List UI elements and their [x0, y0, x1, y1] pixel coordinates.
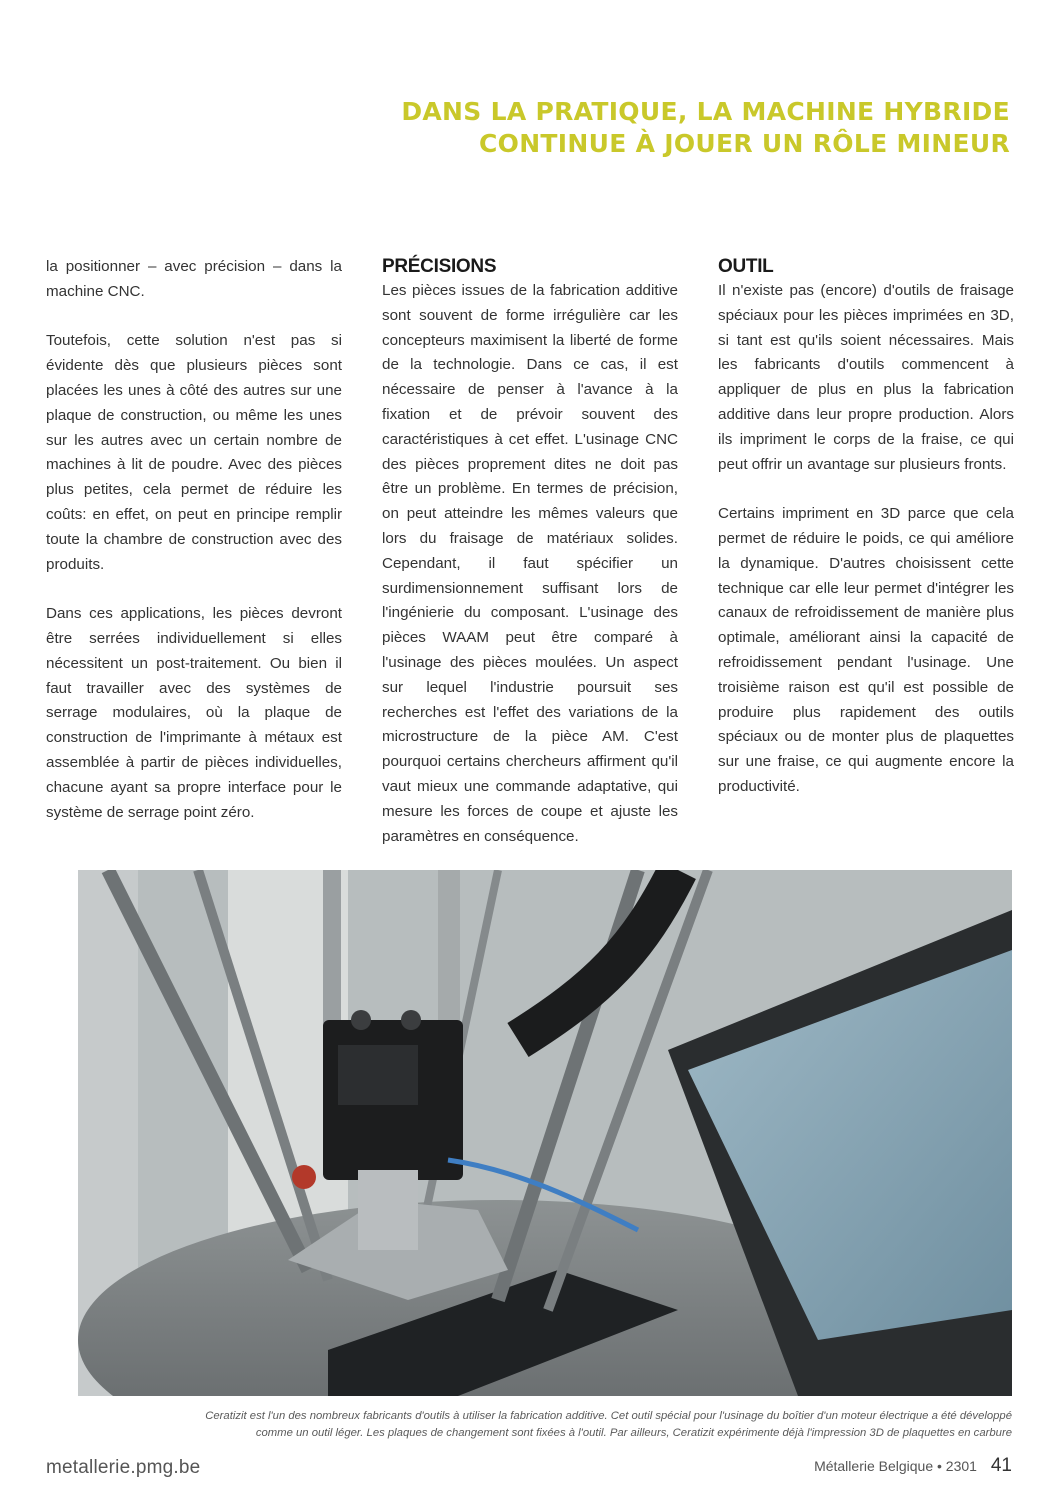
section-heading-outil: OUTIL [718, 256, 774, 277]
headline-line-2: CONTINUE À JOUER UN RÔLE MINEUR [479, 129, 1010, 158]
headline-line-1: DANS LA PRATIQUE, LA MACHINE HYBRIDE [401, 97, 1010, 126]
paragraph: Dans ces applications, les pièces devront être serrées individuellement si elles nécessitent un post-traitement. Ou bien il faut travailler avec des systèmes de serrage modulaires, où la plaque de construction de l'imprimante à métaux est assemblée à partir de pièces individuelles, chacune ayant sa propre interface pour le système de serrage point zéro. [46, 605, 342, 821]
text-column-2 [382, 255, 678, 874]
caption-line-1: Ceratizit est l'un des nombreux fabricants d'outils à utiliser la fabrication additive. Cet outil spécial pour l'usinage du boîtier d'un moteur électrique a été développé [205, 1410, 1012, 1422]
text-column-1 [46, 255, 342, 850]
paragraph: Il n'existe pas (encore) d'outils de fraisage spéciaux pour les pièces imprimées en 3D, si tant est qu'ils soient nécessaires. Mais les fabricants d'outils commencent à appliquer de plus en plus la fabrication additive dans leur propre production. Alors ils impriment le corps de la fraise, ce qui peut offrir un avantage sur plusieurs fronts. [718, 282, 1014, 473]
machine-photo [78, 870, 1012, 1396]
article-headline [310, 96, 1010, 160]
paragraph: Les pièces issues de la fabrication additive sont souvent de forme irrégulière car les concepteurs maximisent la liberté de forme de la technologie. Dans ce cas, il est nécessaire de penser à l'avance à la fixation et de prévoir souvent des caractéristiques à cet effet. L'usinage CNC des pièces proprement dites ne doit pas être un problème. En termes de précision, on peut atteindre les mêmes valeurs que lors du fraisage de matériaux solides. Cependant, il faut spécifier un surdimensionnement suffisant lors de l'ingénierie du composant. L'usinage des pièces WAAM peut être comparé à l'usinage des pièces moulées. Un aspect sur lequel l'industrie poursuit ses recherches est l'effet des variations de la microstructure de la pièce AM. C'est pourquoi certains chercheurs affirment qu'il vaut mieux une commande adaptative, qui mesure les forces de coupe et ajuste les paramètres en conséquence. [382, 282, 678, 845]
page-footer [814, 1455, 1012, 1477]
paragraph: la positionner – avec précision – dans la machine CNC. [46, 258, 342, 300]
caption-line-2: comme un outil léger. Les plaques de changement sont fixées à l'outil. Par ailleurs, Ceratizit expérimente déjà l'impression 3D de plaquettes en carbure [255, 1427, 1012, 1439]
paragraph: Toutefois, cette solution n'est pas si évidente dès que plusieurs pièces sont placées les unes à côté des autres sur une plaque de construction, ou même les unes sur les autres avec un certain nombre de machines à lit de poudre. Avec des pièces plus petites, cela permet de réduire les coûts: en effet, on peut en principe remplir toute la chambre de construction avec des produits. [46, 332, 342, 573]
website-link[interactable]: metallerie.pmg.be [46, 1457, 201, 1478]
text-column-3 [718, 255, 1014, 825]
publication-name: Métallerie Belgique • 2301 [814, 1458, 977, 1474]
photo-caption [78, 1408, 1012, 1442]
delta-robot-illustration [78, 870, 1012, 1396]
page-number: 41 [990, 1455, 1012, 1476]
section-heading-precisions: PRÉCISIONS [382, 256, 497, 277]
paragraph: Certains impriment en 3D parce que cela permet de réduire le poids, ce qui améliore la dynamique. D'autres choisissent cette technique car elle leur permet d'intégrer les canaux de refroidissement de manière plus optimale, améliorant ainsi la capacité de refroidissement pendant l'usinage. Une troisième raison est qu'il est possible de produire plus rapidement des outils spéciaux ou de monter plus de plaquettes sur une fraise, ce qui augmente encore la productivité. [718, 505, 1014, 795]
